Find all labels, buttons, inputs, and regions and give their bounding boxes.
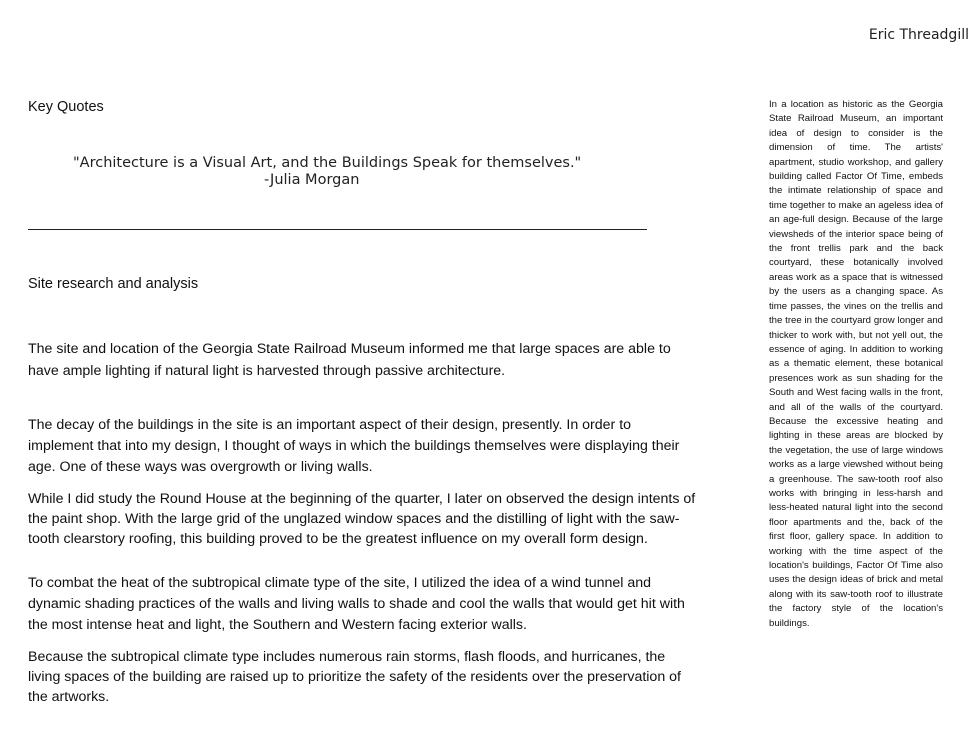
section-divider: [28, 229, 647, 230]
paragraph-paint-shop: While I did study the Round House at the beginning of the quarter, I later on observed the design intents of the paint shop. With the large grid of the unglazed window spaces and the distilling of light with the saw-tooth clearstory roofing, this building proved to be the greatest influence on my overall form design.: [28, 491, 696, 547]
sidebar-text: In a location as historic as the Georgia State Railroad Museum, an important idea of design to consider is the dimension of time. The artists' apartment, studio workshop, and gallery building called Factor Of Time, embeds the intimate relationship of space and time together to make an ageless idea of an age-full design. Because of the large viewsheds of the interior space being of the front trellis park and the back courtyard, these botanically involved areas work as a space that is witnessed by the users as a changing space. As time passes, the vines on the trellis and the tree in the courtyard grow longer and thicker to work with, but not yell out, the essence of aging. In addition to working as a thematic element, these botanical presences work as sun shading for the South and West facing walls in the front, and all of the walls of the courtyard. Because the excessive heating and lighting in these areas are blocked by the vegetation, the use of large windows works as a large viewshed without being a greenhouse. The saw-tooth roof also works with bringing in less-harsh and less-heated natural light into the second floor apartments and the, back of the first floor, gallery space. In addition to working with the time aspect of the location's buildings, Factor Of Time also uses the design ideas of brick and metal along with its saw-tooth roof to illustrate the factory style of the location's buildings.: [769, 99, 943, 629]
quote-attribution: -Julia Morgan: [264, 172, 360, 188]
key-quotes-heading: Key Quotes: [28, 99, 104, 115]
paragraph-site-location: The site and location of the Georgia State Railroad Museum informed me that large spaces are able to have ample lighting if natural light is harvested through passive architecture.: [28, 341, 671, 379]
key-quote: [73, 155, 633, 188]
paragraph-storms: Because the subtropical climate type includes numerous rain storms, flash floods, and hurricanes, the living spaces of the building are raised up to prioritize the safety of the residents over the preservation of the artworks.: [28, 649, 681, 705]
quote-text: "Architecture is a Visual Art, and the Buildings Speak for themselves.": [73, 155, 582, 171]
author-name: Eric Threadgill: [868, 27, 969, 43]
paragraph-decay: The decay of the buildings in the site is an important aspect of their design, presently. In order to implement that into my design, I thought of ways in which the buildings themselves were displaying their age. One of these ways was overgrowth or living walls.: [28, 417, 680, 475]
paragraph-climate-heat: To combat the heat of the subtropical climate type of the site, I utilized the idea of a wind tunnel and dynamic shading practices of the walls and living walls to shade and cool the walls that would get hit with the most intense heat and light, the Southern and Western facing exterior walls.: [28, 575, 685, 633]
site-research-heading: Site research and analysis: [28, 276, 199, 292]
